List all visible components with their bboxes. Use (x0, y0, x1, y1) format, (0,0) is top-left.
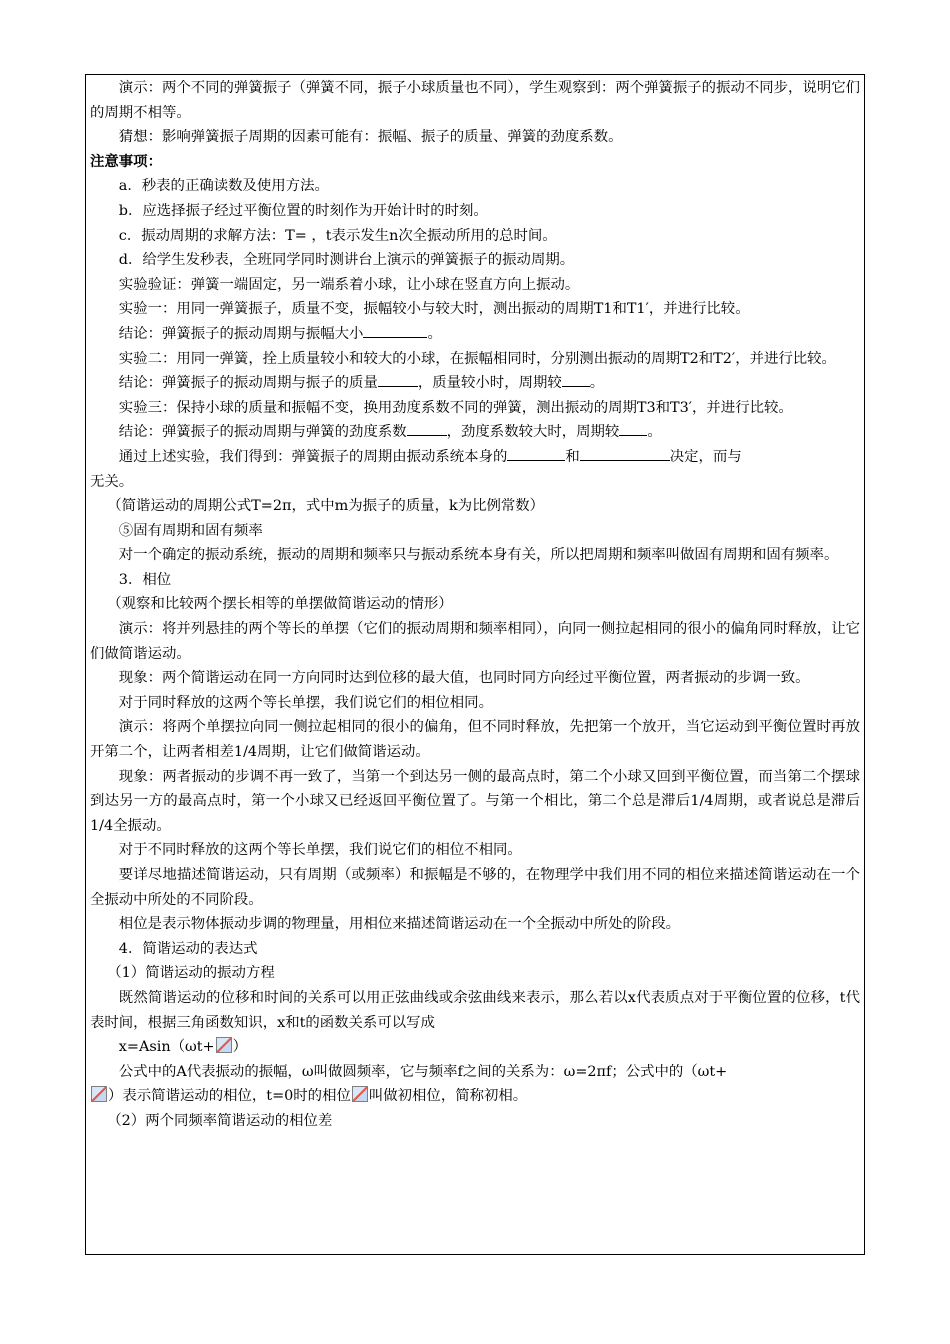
note-a: a．秒表的正确读数及使用方法。 (118, 178, 329, 195)
phase-description: 要详尽地描述简谐运动，只有周期（或频率）和振幅是不够的，在物理学中我们用不同的相位来描述简谐运动在一个全振动中所处的不同阶段。 (90, 867, 860, 908)
phase-difference-heading: （2）两个同频率简谐运动的相位差 (107, 1112, 333, 1129)
note-d: d．给学生发秒表，全班同学同时测讲台上演示的弹簧振子的振动周期。 (118, 252, 575, 269)
equation-formula: x=Asin（ωt+ ） (118, 1039, 247, 1056)
conclusion-3: 结论：弹簧振子的振动周期与弹簧的劲度系数 ，劲度系数较大时，周期较 。 (90, 420, 860, 445)
equation-intro: 既然简谐运动的位移和时间的关系可以用正弦曲线或余弦曲线来表示，那么若以x代表质点对于平衡位置的位移，t代表时间，根据三角函数知识，x和t的函数关系可以写成 (90, 989, 860, 1031)
phi-formula-icon (91, 1086, 107, 1102)
answer-blank[interactable] (407, 421, 447, 436)
phase-heading: 3．相位 (118, 571, 172, 588)
conclusion-1: 结论：弹簧振子的振动周期与振幅大小 。 (90, 322, 860, 347)
document-body (86, 75, 864, 1134)
natural-period-heading: ⑤固有周期和固有频率 (118, 522, 263, 539)
answer-blank[interactable] (562, 372, 590, 387)
natural-period-text: 对一个确定的振动系统，振动的周期和频率只与振动系统本身有关，所以把周期和频率叫做固有周期和固有频率。 (118, 547, 839, 564)
experiment-verify: 实验验证：弹簧一端固定，另一端系着小球，让小球在竖直方向上振动。 (118, 276, 580, 293)
phase-demo-1: 演示：将并列悬挂的两个等长的单摆（它们的振动周期和频率相同），向同一侧拉起相同的很小的偏角同时释放，让它们做简谐运动。 (90, 621, 860, 662)
phase-same: 对于同时释放的这两个等长单摆，我们说它们的相位相同。 (118, 694, 493, 711)
conclusion-2: 结论：弹簧振子的振动周期与振子的质量 ，质量较小时，周期较 。 (90, 371, 860, 396)
experiment-summary: 通过上述实验，我们得到：弹簧振子的周期由振动系统本身的 和 决定，而与 无关。 (90, 445, 860, 494)
phase-phenomenon-1: 现象：两个简谐运动在同一方向同时达到位移的最大值，也同时同方向经过平衡位置，两者振动的步调一致。 (118, 670, 810, 687)
phase-different: 对于不同时释放的这两个等长单摆，我们说它们的相位不相同。 (118, 842, 522, 859)
notes-heading: 注意事项： (90, 152, 162, 170)
answer-blank[interactable] (363, 323, 427, 338)
phi-formula-icon (352, 1086, 368, 1102)
note-c: c．振动周期的求解方法：T= ，t表示发生n次全振动所用的总时间。 (118, 227, 557, 244)
expression-heading: 4．简谐运动的表达式 (118, 940, 258, 957)
note-b: b．应选择振子经过平衡位置的时刻作为开始计时的时刻。 (118, 202, 488, 219)
document-frame (85, 74, 865, 1255)
phase-observe: （观察和比较两个摆长相等的单摆做简谐运动的情形） (107, 596, 453, 613)
phi-formula-icon (216, 1037, 232, 1053)
experiment-3: 实验三：保持小球的质量和振幅不变，换用劲度系数不同的弹簧，测出振动的周期T3和T3′，并进行比较。 (118, 399, 793, 416)
hypothesis-paragraph: 猜想：影响弹簧振子周期的因素可能有：振幅、振子的质量、弹簧的劲度系数。 (118, 129, 623, 146)
answer-blank[interactable] (378, 372, 418, 387)
answer-blank[interactable] (619, 421, 647, 436)
experiment-1: 实验一：用同一弹簧振子，质量不变，振幅较小与较大时，测出振动的周期T1和T1′，并进行比较。 (118, 301, 750, 318)
phase-demo-2: 演示：将两个单摆拉向同一侧拉起相同的很小的偏角，但不同时释放，先把第一个放开，当它运动到平衡位置时再放开第二个，让两者相差1/4周期，让它们做简谐运动。 (90, 719, 860, 761)
phase-definition: 相位是表示物体振动步调的物理量，用相位来描述简谐运动在一个全振动中所处的阶段。 (118, 916, 681, 933)
equation-explanation: 公式中的A代表振动的振幅，ω叫做圆频率，它与频率f之间的关系为：ω=2πf；公式中的（ωt+ ）表示简谐运动的相位，t=0时的相位 叫做初相位，简称初相。 (90, 1060, 860, 1109)
experiment-2: 实验二：用同一弹簧，拴上质量较小和较大的小球，在振幅相同时，分别测出振动的周期T2和T2′，并进行比较。 (118, 350, 836, 367)
demo-paragraph-1: 演示：两个不同的弹簧振子（弹簧不同，振子小球质量也不同），学生观察到：两个弹簧振子的振动不同步，说明它们的周期不相等。 (90, 80, 860, 121)
answer-blank[interactable] (580, 446, 670, 461)
phase-phenomenon-2: 现象：两者振动的步调不再一致了，当第一个到达另一侧的最高点时，第二个小球又回到平衡位置，而当第二个摆球到达另一方的最高点时，第一个小球又已经返回平衡位置了。与第一个相比，第二个总是滞后1/4周期，或者说总是滞后1/4全振动。 (90, 768, 860, 834)
period-formula-note: （简谐运动的周期公式T=2π，式中m为振子的质量，k为比例常数） (107, 498, 545, 515)
answer-blank[interactable] (507, 446, 565, 461)
equation-heading: （1）简谐运动的振动方程 (107, 965, 275, 982)
